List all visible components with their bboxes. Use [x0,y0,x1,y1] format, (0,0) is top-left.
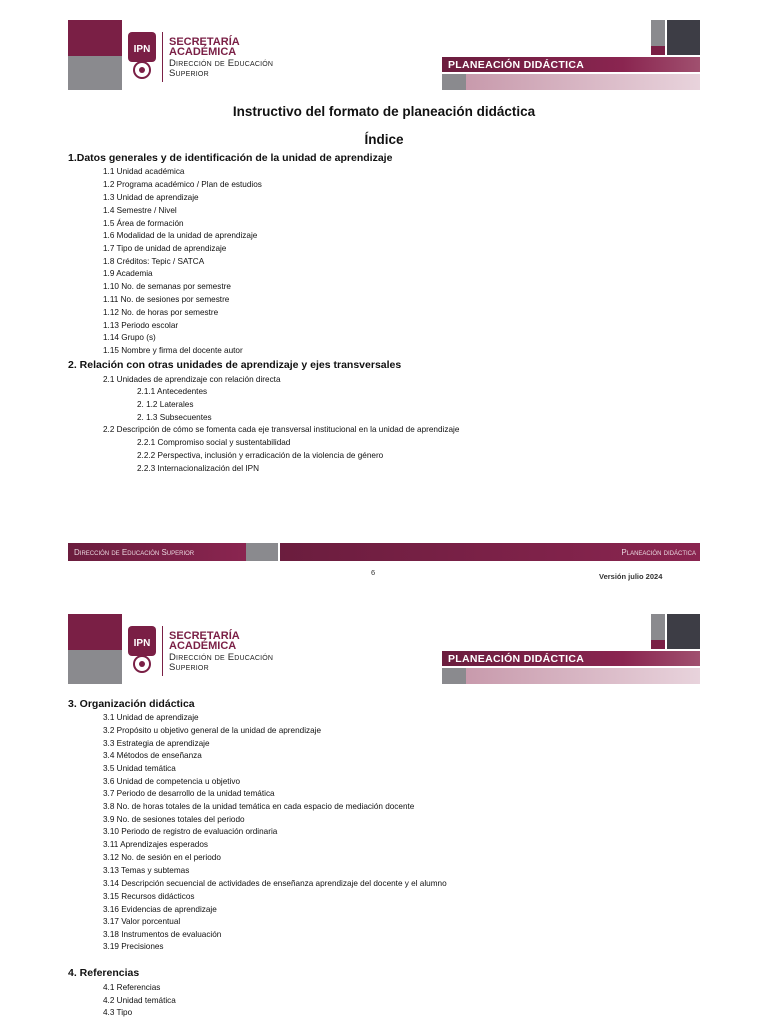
list-item: 3.1 Unidad de aprendizaje [103,713,199,722]
list-item: 3.16 Evidencias de aprendizaje [103,905,217,914]
list-item: 1.14 Grupo (s) [103,333,156,342]
list-item: 2. 1.2 Laterales [137,400,194,409]
list-item: 1.2 Programa académico / Plan de estudios [103,180,262,189]
list-item: 1.12 No. de horas por semestre [103,308,219,317]
list-item: 3.9 No. de sesiones totales del periodo [103,815,245,824]
logo-text: IPN [133,44,151,55]
header-block-gray-small [651,614,665,640]
logo-text: IPN [133,638,151,649]
footer-left-text: Dirección de Educación Superior [74,547,195,557]
header-secretaria: SECRETARÍA [169,630,240,642]
footer-gray-block [246,543,278,561]
list-item: 1.13 Periodo escolar [103,321,179,330]
banner-gray-strip [442,74,466,90]
list-item: 3.4 Métodos de enseñanza [103,751,202,760]
list-item: 1.8 Créditos: Tepic / SATCA [103,257,205,266]
list-item: 2.1.1 Antecedentes [137,387,208,396]
banner-stripe [466,668,700,684]
list-item: 1.4 Semestre / Nivel [103,206,177,215]
list-item: 3.13 Temas y subtemas [103,866,190,875]
header-superior: Superior [169,68,209,79]
list-item: 1.11 No. de sesiones por semestre [103,295,230,304]
header-block-dark [667,20,700,55]
list-item: 3.8 No. de horas totales de la unidad temática en cada espacio de mediación docente [103,802,415,811]
header-academica: ACADÉMICA [169,46,237,58]
footer-right-bar [280,543,700,561]
list-item: 3.7 Periodo de desarrollo de la unidad temática [103,789,275,798]
list-item: 3.11 Aprendizajes esperados [103,840,208,849]
list-item: 3.14 Descripción secuencial de actividades de enseñanza aprendizaje del docente y el alumno [103,879,447,888]
header-direccion: Dirección de Educación [169,652,274,663]
list-item: 1.6 Modalidad de la unidad de aprendizaje [103,231,258,240]
list-item: 2.2.1 Compromiso social y sustentabilidad [137,438,291,447]
list-item: 3.15 Recursos didácticos [103,892,195,901]
list-item: 3.3 Estrategia de aprendizaje [103,739,210,748]
document-title: Instructivo del formato de planeación didáctica [232,104,536,119]
section-4-heading: 4. Referencias [68,967,140,979]
section-2-1-heading: 2.1 Unidades de aprendizaje con relación directa [103,375,281,384]
header-block-gray [68,650,122,684]
list-item: 3.19 Precisiones [103,942,164,951]
header-block-gray [68,56,122,90]
page-number: 6 [371,568,376,577]
planeacion-banner: PLANEACIÓN DIDÁCTICA [442,57,700,72]
header-block-maroon-small [651,46,665,55]
header-block-maroon-small [651,640,665,649]
ipn-logo [126,30,158,80]
header-direccion: Dirección de Educación [169,58,274,69]
list-item: 3.2 Propósito u objetivo general de la unidad de aprendizaje [103,726,322,735]
footer-right-text: Planeación didáctica [621,547,696,557]
list-item: 3.18 Instrumentos de evaluación [103,930,222,939]
list-item: 4.1 Referencias [103,983,161,992]
list-item: 1.15 Nombre y firma del docente autor [103,346,243,355]
header-block-maroon [68,614,122,650]
list-item: 1.7 Tipo de unidad de aprendizaje [103,244,227,253]
banner-stripe [466,74,700,90]
header-block-dark [667,614,700,649]
header-divider [162,32,163,82]
list-item: 3.17 Valor porcentual [103,917,181,926]
ipn-logo [126,624,158,674]
list-item: 2.2.2 Perspectiva, inclusión y erradicación de la violencia de género [137,451,384,460]
list-item: 3.10 Periodo de registro de evaluación ordinaria [103,827,278,836]
header-block-maroon [68,20,122,56]
header-secretaria: SECRETARÍA [169,36,240,48]
index-title: Índice [364,132,404,147]
list-item: 2.2.3 Internacionalización del IPN [137,464,259,473]
header-academica: ACADÉMICA [169,640,237,652]
list-item: 4.2 Unidad temática [103,996,176,1005]
list-item: 1.3 Unidad de aprendizaje [103,193,199,202]
planeacion-banner: PLANEACIÓN DIDÁCTICA [442,651,700,666]
list-item: 4.3 Tipo [103,1008,133,1017]
section-3-heading: 3. Organización didáctica [68,698,195,710]
list-item: 2. 1.3 Subsecuentes [137,413,212,422]
list-item: 3.6 Unidad de competencia u objetivo [103,777,241,786]
section-2-2-heading: 2.2 Descripción de cómo se fomenta cada eje transversal institucional en la unidad de aprendizaje [103,425,460,434]
banner-gray-strip [442,668,466,684]
list-item: 1.9 Academia [103,269,153,278]
list-item: 3.5 Unidad temática [103,764,176,773]
section-1-heading: 1.Datos generales y de identificación de la unidad de aprendizaje [68,152,393,164]
list-item: 3.12 No. de sesión en el periodo [103,853,221,862]
section-2-heading: 2. Relación con otras unidades de aprendizaje y ejes transversales [68,359,402,371]
header-divider [162,626,163,676]
header-superior: Superior [169,662,209,673]
list-item: 1.10 No. de semanas por semestre [103,282,231,291]
header-block-gray-small [651,20,665,46]
version-label: Versión julio 2024 [599,572,663,581]
list-item: 1.1 Unidad académica [103,167,185,176]
footer-left-bar [68,543,246,561]
list-item: 1.5 Área de formación [103,219,184,228]
